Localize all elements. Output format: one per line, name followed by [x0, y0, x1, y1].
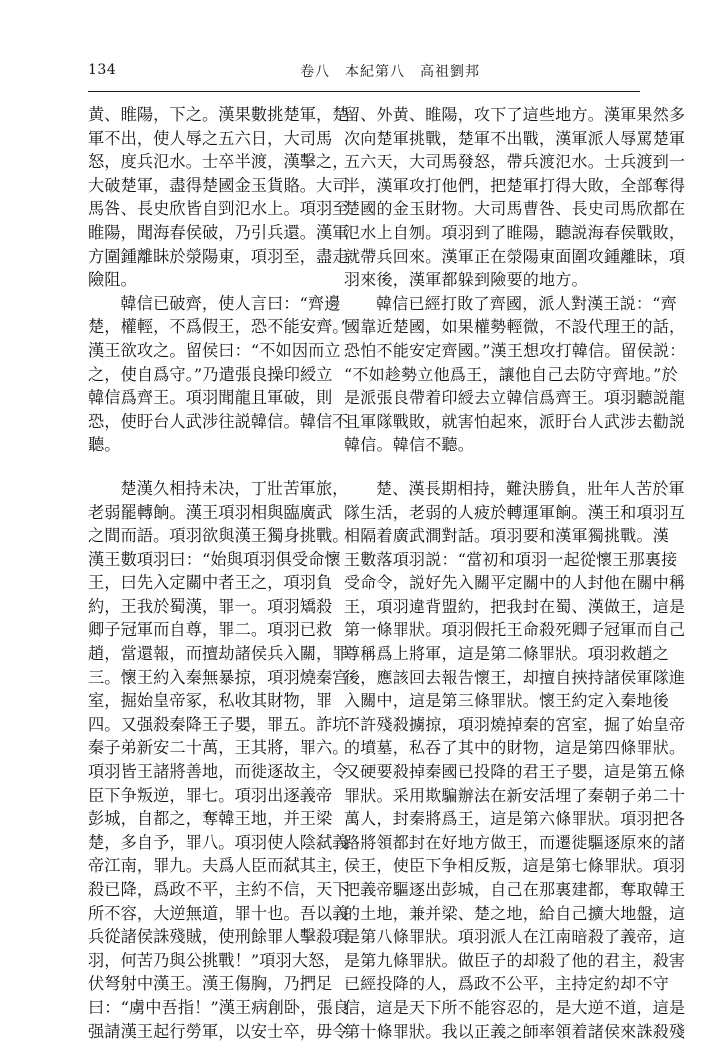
original-text-line: 三。懷王約入秦無暴掠，項羽燒秦宫 [88, 667, 349, 687]
translation-line: 信，這是天下所不能容忍的，是大逆不道，這是 [344, 997, 686, 1017]
original-text-line: 韓信已破齊，使人言曰：“齊邊 [120, 293, 341, 313]
original-text-line: 怒，度兵氾水。士卒半渡，漢擊之， [88, 152, 349, 172]
translation-line: 王數落項羽説：“當初和項羽一起從懷王那裏接 [344, 549, 678, 569]
original-text-line: 所不容，大逆無道，罪十也。吾以義 [88, 903, 349, 923]
original-text-line: 韓信爲齊王。項羽聞龍且軍破，則 [88, 388, 333, 408]
original-text-line: 楚，權輕，不爲假王，恐不能安齊。” [88, 317, 349, 337]
original-text-line: 睢陽，聞海春侯破，乃引兵還。漢軍 [88, 222, 349, 242]
original-text-line: 楚漢久相持未决，丁壯苦軍旅， [120, 478, 349, 498]
translation-line: 且軍隊戰敗，就害怕起來，派盱台人武涉去勸説 [344, 411, 686, 431]
translation-line: 是派張良帶着印綬去立韓信爲齊王。項羽聽説龍 [344, 388, 686, 408]
translation-line: 羽來後，漢軍都躲到險要的地方。 [344, 270, 588, 290]
translation-line: “不如趁勢立他爲王，讓他自己去防守齊地。”於 [344, 364, 678, 384]
original-text-line: 秦子弟新安二十萬，王其將，罪六。 [88, 738, 349, 758]
translation-line: 相隔着廣武澗對話。項羽要和漢軍獨挑戰。漢 [344, 526, 670, 546]
translation-line: 後，應該回去報告懷王，却擅自挾持諸侯軍隊進 [344, 667, 686, 687]
original-text-line: 强請漢王起行勞軍，以安士卒，毋令 [88, 1021, 349, 1041]
translation-line: 第十條罪狀。我以正義之師率領着諸侯來誅殺殘 [344, 1021, 686, 1041]
original-text-line: 漢王數項羽曰：“始與項羽俱受命懷 [88, 549, 341, 569]
page-number: 134 [88, 62, 117, 78]
translation-line: 的墳墓，私吞了其中的財物，這是第四條罪狀。 [344, 738, 686, 758]
paragraph-gap [344, 457, 640, 477]
original-text-line: 帝江南，罪九。夫爲人臣而弑其主， [88, 856, 349, 876]
translation-line: 就帶兵回來。漢軍正在滎陽東面圍攻鍾離眛，項 [344, 246, 686, 266]
translation-line: 是第九條罪狀。做臣子的却殺了他的君主，殺害 [344, 950, 686, 970]
translation-line: 入關中，這是第三條罪狀。懷王約定入秦地後 [344, 691, 670, 711]
original-text-line: 險阻。 [88, 270, 137, 290]
translation-line: 氾水上自刎。項羽到了睢陽，聽説海春侯戰敗， [344, 222, 686, 242]
translation-line: 不許殘殺擄掠，項羽燒掉秦的宮室，掘了始皇帝 [344, 714, 686, 734]
translation-line: 留、外黄、睢陽，攻下了這些地方。漢軍果然多 [344, 105, 686, 124]
original-text-line: 趙，當還報，而擅劫諸侯兵入關，罪 [88, 644, 349, 664]
original-text-line: 聽。 [88, 435, 121, 455]
original-text-line: 之，使自爲守。”乃遣張良操印綬立 [88, 364, 333, 384]
translation-line: 韓信。韓信不聽。 [344, 435, 475, 455]
translation-column [344, 103, 686, 1041]
original-text-line: 漢王欲攻之。留侯曰：“不如因而立 [88, 340, 341, 360]
original-text-line: 大破楚軍，盡得楚國金玉貨賂。大司 [88, 175, 349, 195]
original-text-line: 彭城，自都之，奪韓王地，并王梁 [88, 809, 333, 829]
translation-line: 路將領都封在好地方做王，而遷徙驅逐原來的諸 [344, 832, 686, 852]
translation-line: 是第八條罪狀。項羽派人在江南暗殺了義帝，這 [344, 927, 686, 947]
translation-line: 半，漢軍攻打他們，把楚軍打得大敗，全部奪得 [344, 175, 686, 195]
original-text-line: 恐，使盱台人武涉往説韓信。韓信不 [88, 411, 349, 431]
translation-line: 侯王，使臣下争相反叛，這是第七條罪狀。項羽 [344, 856, 686, 876]
original-text-line: 伏弩射中漢王。漢王傷胸，乃捫足 [88, 974, 333, 994]
translation-line: 又硬要殺掉秦國已投降的君王子嬰，這是第五條 [344, 762, 686, 782]
paragraph-gap [88, 457, 320, 477]
header-rule [88, 91, 640, 92]
original-text-line: 項羽皆王諸將善地，而徙逐故主，令 [88, 762, 349, 782]
original-text-line: 羽，何苦乃與公挑戰！”項羽大怒， [88, 950, 341, 970]
original-text-line: 馬咎、長史欣皆自剄氾水上。項羽至 [88, 199, 349, 219]
translation-line: 恐怕不能安定齊國。”漢王想攻打韓信。留侯説： [344, 340, 686, 360]
original-text-line: 黄、睢陽，下之。漢果數挑楚軍，楚 [88, 105, 349, 124]
translation-line: 王，項羽違背盟約，把我封在蜀、漢做王，這是 [344, 596, 686, 616]
translation-line: 韓信已經打敗了齊國，派人對漢王説：“齊 [376, 293, 677, 313]
translation-line: 罪狀。采用欺騙辦法在新安活埋了秦朝子弟二十 [344, 785, 686, 805]
translation-line: 第一條罪狀。項羽假托王命殺死卿子冠軍而自己 [344, 620, 686, 640]
translation-line: 國靠近楚國，如果權勢輕微，不設代理王的話， [344, 317, 686, 337]
translation-line: 把義帝驅逐出彭城，自己在那裏建都，奪取韓王 [344, 880, 686, 899]
original-text-line: 之間而語。項羽欲與漢王獨身挑戰。 [88, 526, 349, 546]
translation-line: 次向楚軍挑戰，楚軍不出戰，漢軍派人辱罵楚軍 [344, 128, 686, 148]
original-text-line: 約，王我於蜀漢，罪一。項羽矯殺 [88, 596, 333, 616]
original-text-line: 臣下争叛逆，罪七。項羽出逐義帝 [88, 785, 333, 805]
translation-line: 楚國的金玉財物。大司馬曹咎、長史司馬欣都在 [344, 199, 686, 219]
original-text-line: 楚，多自予，罪八。項羽使人陰弑義 [88, 832, 349, 852]
running-title: 卷八 本紀第八 高祖劉邦 [300, 64, 480, 80]
original-text-line: 兵從諸侯誅殘賊，使刑餘罪人擊殺項 [88, 927, 349, 947]
translation-line: 尊稱爲上將軍，這是第二條罪狀。項羽救趙之 [344, 644, 670, 664]
translation-line: 隊生活，老弱的人疲於轉運軍餉。漢王和項羽互 [344, 502, 686, 522]
translation-line: 已經投降的人，爲政不公平，主持定約却不守 [344, 974, 670, 994]
original-text-line: 曰：“虜中吾指！”漢王病創卧，張良 [88, 997, 350, 1017]
original-text-line: 殺已降，爲政不平，主約不信，天下 [88, 880, 349, 899]
original-text-column [88, 103, 350, 1041]
original-text-line: 卿子冠軍而自尊，罪二。項羽已救 [88, 620, 333, 640]
original-text-line: 老弱罷轉餉。漢王項羽相與臨廣武 [88, 502, 333, 522]
translation-line: 受命令，説好先入關平定關中的人封他在關中稱 [344, 573, 686, 593]
translation-line: 的土地，兼并梁、楚之地，給自己擴大地盤，這 [344, 903, 686, 923]
original-text-line: 方圍鍾離眛於滎陽東，項羽至，盡走 [88, 246, 349, 266]
translation-line: 萬人，封秦將爲王，這是第六條罪狀。項羽把各 [344, 809, 686, 829]
original-text-line: 室，掘始皇帝冢，私收其財物，罪 [88, 691, 333, 711]
translation-line: 楚、漢長期相持，難決勝負，壯年人苦於軍 [376, 478, 685, 498]
original-text-line: 王，曰先入定關中者王之，項羽負 [88, 573, 333, 593]
translation-line: 五六天，大司馬發怒，帶兵渡氾水。士兵渡到一 [344, 152, 686, 172]
original-text-line: 軍不出，使人辱之五六日，大司馬 [88, 128, 333, 148]
original-text-line: 四。又强殺秦降王子嬰，罪五。詐坑 [88, 714, 349, 734]
